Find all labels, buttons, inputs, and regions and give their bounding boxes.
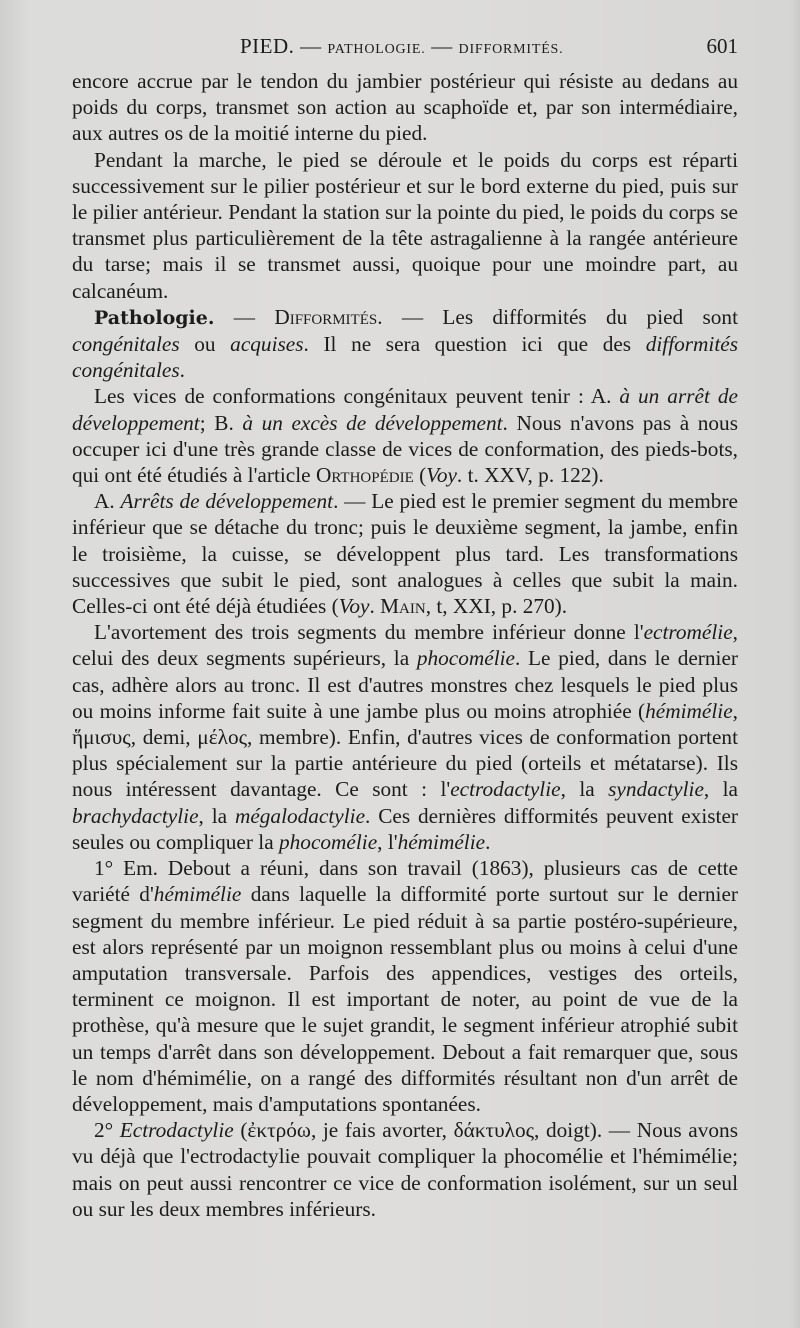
- paragraph: [72, 488, 738, 619]
- text-run: . — Le pied est le premier segment du membre inférieur que se détache du tronc; puis le deuxième segment, la jambe, enfin le troisième, la cuisse, se développent plus tard. Les transformations successives que subit le pied, sont analogues à celles que subit la main. Celles-ci ont été déjà étudiées (: [72, 489, 738, 619]
- cross-reference: Orthopédie: [315, 463, 414, 488]
- text-run: , l': [377, 829, 398, 854]
- text-run: 1° Em. Debout a réuni, dans son travail (1863), plusieurs cas de cette variété d': [72, 856, 738, 907]
- paragraph: [72, 383, 738, 488]
- italic-term: phocomélie: [279, 829, 378, 854]
- text-run: dans laquelle la difformité porte surtout sur le dernier segment du membre inférieur. Le pied réduit à sa partie postéro-supérieure, est alors représenté par un moignon ressemblant plus ou moins à celui d'une amputation transversale. Parfois des appendices, vestiges des orteils, terminent ce moignon. Il est important de noter, au point de vue de la prothèse, qu'à mesure que le sujet grandit, le segment inférieur atrophié subit un temps d'arrêt dans son développement. Debout a fait remarquer que, sous le nom d'hémimélie, on a rangé des difformités résultant non d'un arrêt de développement, mais d'amputations spontanées.: [72, 882, 738, 1116]
- cross-reference: Main: [380, 594, 426, 619]
- text-run: (: [413, 463, 427, 488]
- italic-term: mégalodactylie: [234, 803, 366, 828]
- header-subsection: PATHOLOGIE.: [327, 42, 426, 57]
- text-run: .: [485, 829, 491, 854]
- paragraph: encore accrue par le tendon du jambier postérieur qui résiste au dedans au poids du corps, transmet son action au scaphoïde et, par son intermédiaire, aux autres os de la moitié interne du pied.: [72, 69, 738, 146]
- text-run: .: [179, 358, 185, 383]
- italic-term: à un excès de développement: [242, 410, 503, 435]
- text-run: , la: [198, 803, 235, 828]
- italic-term: hémimélie: [153, 882, 242, 907]
- text-run: , la: [703, 777, 739, 802]
- italic-term: Voy: [338, 594, 370, 619]
- text-run: A.: [94, 489, 121, 514]
- italic-term: à un arrêt de développement: [72, 384, 738, 435]
- header-dash: —: [425, 34, 459, 58]
- paragraph: [72, 855, 738, 1117]
- text-run: ; B.: [199, 410, 243, 435]
- italic-term: ectrodactylie: [450, 777, 561, 802]
- text-run: , la: [560, 777, 609, 802]
- italic-term: congénitales: [72, 332, 180, 357]
- italic-term: brachydactylie: [72, 803, 199, 828]
- text-run: 2°: [94, 1118, 120, 1143]
- text-run: Les vices de conformations congénitaux peuvent tenir : A.: [94, 384, 620, 409]
- text-run: . t. XXV, p. 122).: [456, 463, 604, 488]
- text-run: . Le pied, dans le dernier cas, adhère alors au tronc. Il est d'autres monstres chez lesquels le pied plus ou moins informe fait suite à une jambe plus ou moins atrophiée (: [72, 646, 738, 723]
- running-title: [240, 34, 563, 59]
- text-run: .: [369, 594, 381, 619]
- section-heading: Pathologie.: [94, 306, 215, 329]
- text-run: L'avortement des trois segments du membre inférieur donne l': [94, 620, 644, 645]
- paragraph: Pendant la marche, le pied se déroule et le poids du corps est réparti successivement sur le pilier postérieur et sur le bord externe du pied, puis sur le pilier antérieur. Pendant la station sur la pointe du pied, le poids du corps se transmet plus particulièrement de la tête astragalienne à la rangée antérieure du tarse; mais il se transmet aussi, quoique pour une moindre part, au calcanéum.: [72, 147, 738, 303]
- text-run: , t, XXI, p. 270).: [425, 594, 568, 619]
- text-run: . Nous n'avons pas à nous occuper ici d'une très grande classe de vices de conformation, des pieds-bots, qui ont été étudiés à l'article: [72, 410, 738, 488]
- italic-term: syndactylie: [608, 777, 704, 802]
- page-number: 601: [706, 34, 738, 58]
- italic-term: difformités congénitales: [72, 332, 739, 383]
- header-topic: DIFFORMITÉS.: [458, 42, 564, 57]
- italic-term: hémimélie: [397, 829, 486, 854]
- italic-term: Voy: [426, 463, 457, 488]
- paragraph: [72, 1117, 738, 1222]
- running-header: [72, 34, 738, 62]
- paragraph: [72, 619, 738, 855]
- text-run: ou: [179, 332, 231, 357]
- text-run: , ἥμισυς, demi, μέλος, membre). Enfin, d'autres vices de conformation portent plus spécialement sur la partie antérieure du pied (orteils et métatarse). Ils nous intéressent davantage. Ce sont : l': [72, 698, 738, 802]
- text-run: . Il ne sera question ici que des: [303, 332, 646, 357]
- text-run: (ἐκτρόω, je fais avorter, δάκτυλος, doigt). — Nous avons vu déjà que l'ectrodactylie pouvait compliquer la phocomélie et l'hémimélie; mais on peut aussi rencontrer ce vice de conformation isolément, sur un seul ou sur les deux membres inférieurs.: [72, 1118, 738, 1221]
- paragraph: [72, 304, 738, 384]
- italic-term: Arrêts de développement: [120, 489, 334, 514]
- header-section: PIED.: [240, 34, 295, 58]
- subsection-heading: Difformités.: [274, 304, 383, 329]
- italic-term: phocomélie: [416, 646, 516, 671]
- italic-term: acquises: [230, 332, 304, 357]
- italic-term: Ectrodactylie: [119, 1118, 234, 1143]
- text-run: , celui des deux segments supérieurs, la: [72, 620, 738, 671]
- page-body: [72, 68, 738, 1222]
- italic-term: ectromélie: [643, 620, 733, 645]
- text-run: — Les difformités du pied sont: [382, 304, 738, 329]
- header-dash: —: [294, 34, 328, 58]
- text-run: . Ces dernières difformités peuvent exister seules ou compliquer la: [72, 803, 738, 854]
- italic-term: hémimélie: [645, 698, 733, 723]
- text-run: —: [214, 304, 275, 329]
